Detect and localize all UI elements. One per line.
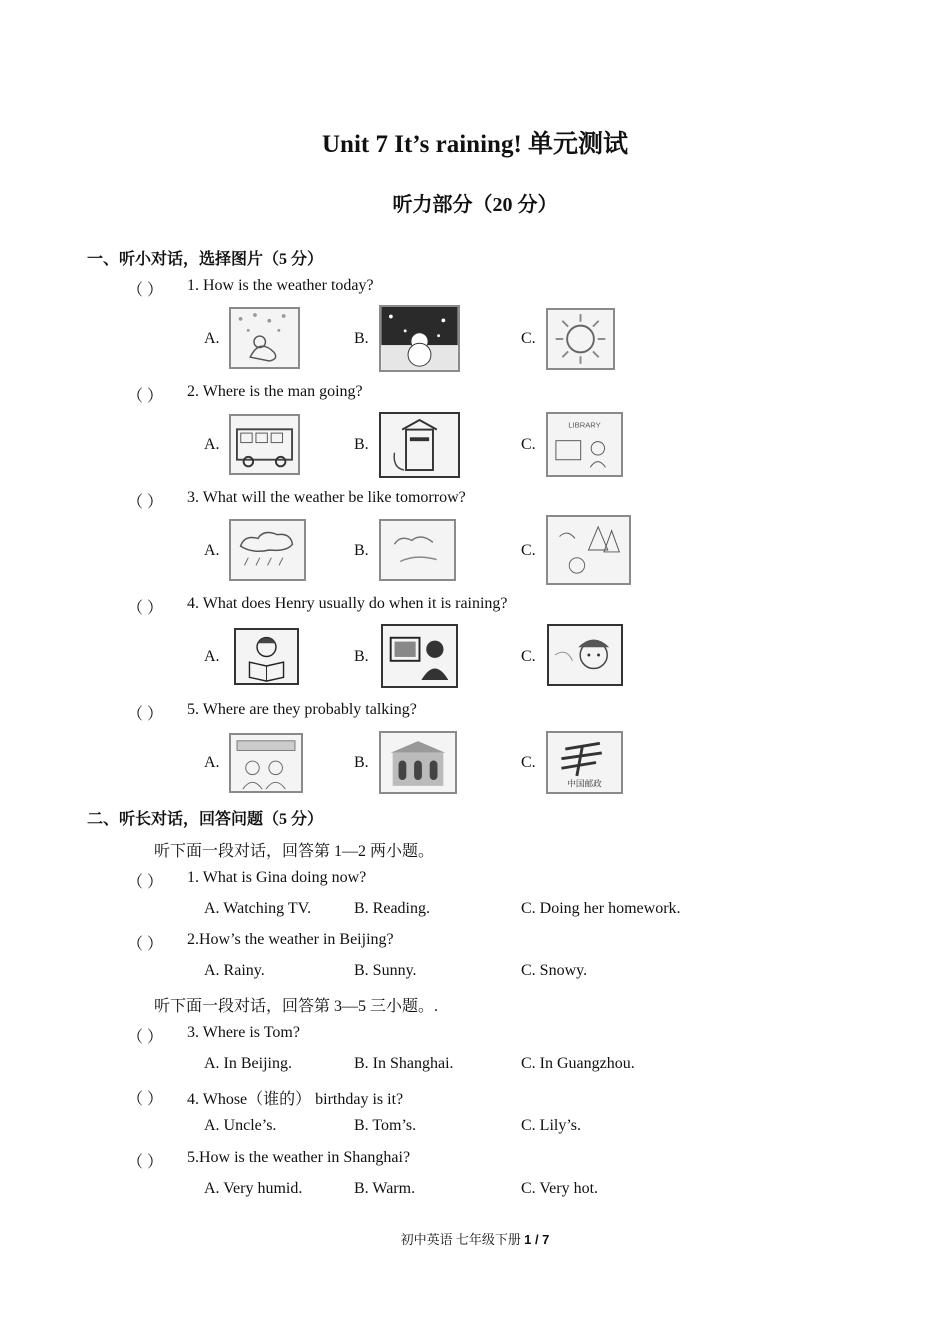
option-a: A. In Beijing. (204, 1055, 292, 1072)
question-text: 2.How’s the weather in Beijing? (187, 931, 394, 948)
option-label: A. (204, 330, 220, 347)
question-text: 4. What does Henry usually do when it is raining? (187, 595, 508, 612)
option-label: C. (521, 330, 536, 347)
section2-heading: 二、听长对话，回答问题（5 分） (87, 811, 324, 828)
option-a: A. Very humid. (204, 1180, 303, 1197)
sun-icon (546, 308, 615, 370)
option-label: B. (354, 754, 369, 771)
option-label: A. (204, 542, 220, 559)
answer-blank: （ ） (127, 874, 164, 891)
question-text: 5. Where are they probably talking? (187, 701, 417, 718)
question-text: 1. How is the weather today? (187, 277, 374, 294)
page-number: 1 / 7 (524, 1232, 550, 1247)
boy-with-cap-icon (547, 624, 623, 686)
option-b: B. Warm. (354, 1180, 416, 1197)
option-b: B. Tom’s. (354, 1117, 417, 1134)
option-label: B. (354, 648, 369, 665)
question-text: 3. What will the weather be like tomorrow? (187, 489, 466, 506)
answer-blank: （ ） (127, 936, 164, 953)
option-a: A. Watching TV. (204, 900, 312, 917)
option-c: C. In Guangzhou. (521, 1055, 635, 1072)
option-c: C. Very hot. (521, 1180, 599, 1197)
mailbox-icon (379, 412, 460, 478)
answer-blank: （ ） (127, 706, 164, 723)
page-footer (0, 1229, 950, 1248)
page-subtitle: 听力部分（20 分） (392, 194, 558, 216)
option-label: A. (204, 436, 220, 453)
option-label: B. (354, 436, 369, 453)
bank-icon (379, 731, 457, 794)
option-label: C. (521, 542, 536, 559)
supermarket-icon (229, 733, 303, 793)
option-a: A. Uncle’s. (204, 1117, 277, 1134)
post-office-icon (546, 731, 623, 794)
option-label: C. (521, 436, 536, 453)
option-a: A. Rainy. (204, 962, 265, 979)
answer-blank: （ ） (127, 282, 164, 299)
option-label: A. (204, 754, 220, 771)
section2-intro-2: 听下面一段对话，回答第 3—5 三小题。. (154, 998, 439, 1015)
option-label: A. (204, 648, 220, 665)
answer-blank: （ ） (127, 1029, 164, 1046)
windy-rain-icon (229, 519, 306, 581)
answer-blank: （ ） (127, 1154, 164, 1171)
library-icon (546, 412, 623, 477)
footer-course: 初中英语 七年级下册 (400, 1232, 521, 1247)
option-label: C. (521, 648, 536, 665)
library-sign: LIBRARY (568, 420, 601, 430)
post-sign: 中国邮政 (567, 779, 602, 790)
snowy-trees-icon (546, 515, 631, 585)
question-text: 3. Where is Tom? (187, 1024, 300, 1041)
option-c: C. Snowy. (521, 962, 588, 979)
snow-scene-icon (229, 307, 300, 369)
option-c: C. Lily’s. (521, 1117, 582, 1134)
snowman-icon (379, 305, 460, 372)
answer-blank: （ ） (127, 388, 164, 405)
girl-reading-icon (234, 628, 299, 685)
option-label: C. (521, 754, 536, 771)
option-c: C. Doing her homework. (521, 900, 681, 917)
option-label: B. (354, 330, 369, 347)
section1-heading: 一、听小对话，选择图片（5 分） (87, 251, 324, 268)
watching-tv-icon (381, 624, 458, 688)
answer-blank: （ ） (127, 600, 164, 617)
question-text: 1. What is Gina doing now? (187, 869, 367, 886)
question-text: 4. Whose（谁的） birthday is it? (187, 1091, 404, 1108)
answer-blank: （ ） (127, 494, 164, 511)
page-title: Unit 7 It’s raining! 单元测试 (321, 131, 629, 158)
option-b: B. Sunny. (354, 962, 417, 979)
bus-icon (229, 414, 300, 475)
option-label: B. (354, 542, 369, 559)
answer-blank: （ ） (127, 1091, 164, 1108)
option-b: B. Reading. (354, 900, 430, 917)
cloudy-icon (379, 519, 456, 581)
question-text: 2. Where is the man going? (187, 383, 363, 400)
section2-intro-1: 听下面一段对话，回答第 1—2 两小题。 (154, 843, 435, 860)
question-text: 5.How is the weather in Shanghai? (187, 1149, 411, 1166)
option-b: B. In Shanghai. (354, 1055, 454, 1072)
